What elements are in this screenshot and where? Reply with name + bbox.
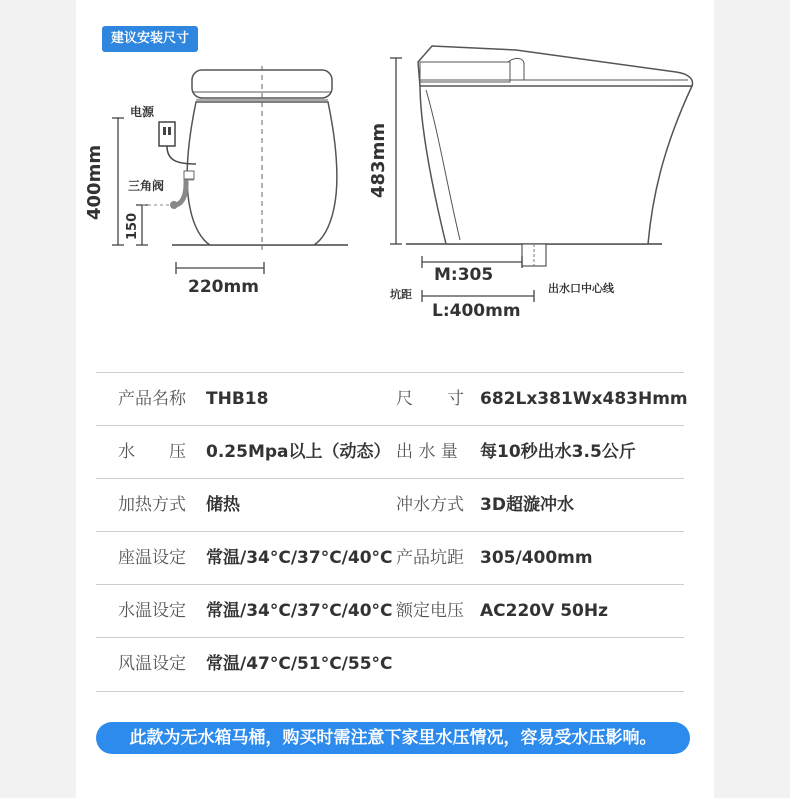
spec-row: [96, 637, 684, 692]
spec-value: 常温/34°C/37°C/40°C: [206, 601, 393, 621]
spec-key: 产品名称: [118, 389, 186, 409]
spec-value: AC220V 50Hz: [480, 601, 608, 621]
spec-row: [96, 531, 684, 584]
power-label: 电源: [130, 105, 155, 119]
height-150-label: 150: [125, 212, 140, 240]
m-305-label: M:305: [434, 265, 494, 285]
spec-table: [96, 372, 688, 692]
pit-label: 坑距: [390, 288, 412, 301]
spec-key: 产品坑距: [396, 548, 464, 568]
spec-key: 尺 寸: [396, 389, 464, 409]
spec-value: 305/400mm: [480, 548, 593, 568]
front-view: [84, 66, 348, 297]
spec-row: [96, 584, 684, 637]
spec-key: 水 压: [118, 442, 186, 462]
spec-key: 出 水 量: [396, 442, 458, 462]
installation-diagram: [76, 0, 714, 340]
spec-value: 682Lx381Wx483Hmm: [480, 389, 688, 409]
power-socket-icon: [159, 122, 175, 146]
spec-key: 加热方式: [118, 495, 186, 515]
side-view: [368, 46, 692, 321]
outlet-label: 出水口中心线: [548, 282, 614, 295]
water-pressure-notice: 此款为无水箱马桶，购买时需注意下家里水压情况，容易受水压影响。: [96, 722, 690, 754]
spec-row: [96, 425, 684, 478]
page: [76, 0, 714, 798]
spec-value: 每10秒出水3.5公斤: [480, 442, 636, 462]
spec-key: 水温设定: [118, 601, 186, 621]
spec-value: 常温/34°C/37°C/40°C: [206, 548, 393, 568]
spec-value: 常温/47°C/51°C/55°C: [206, 654, 393, 674]
spec-value: 0.25Mpa以上（动态）: [206, 442, 391, 462]
spec-value: 储热: [206, 495, 240, 515]
spec-row: [96, 478, 684, 531]
width-220-label: 220mm: [188, 277, 259, 297]
spec-value: THB18: [206, 389, 269, 409]
spec-key: 座温设定: [118, 548, 186, 568]
height-483-label: 483mm: [368, 122, 389, 198]
section-tag: 建议安装尺寸: [102, 26, 198, 52]
l-400-label: L:400mm: [432, 301, 521, 321]
spec-key: 额定电压: [396, 601, 464, 621]
spec-row: [96, 372, 688, 425]
valve-label: 三角阀: [128, 179, 165, 193]
spec-value: 3D超漩冲水: [480, 495, 574, 515]
spec-key: 冲水方式: [396, 495, 464, 515]
height-400-label: 400mm: [84, 144, 105, 220]
toilet-side-outline: [420, 84, 692, 244]
spec-key: 风温设定: [118, 654, 186, 674]
